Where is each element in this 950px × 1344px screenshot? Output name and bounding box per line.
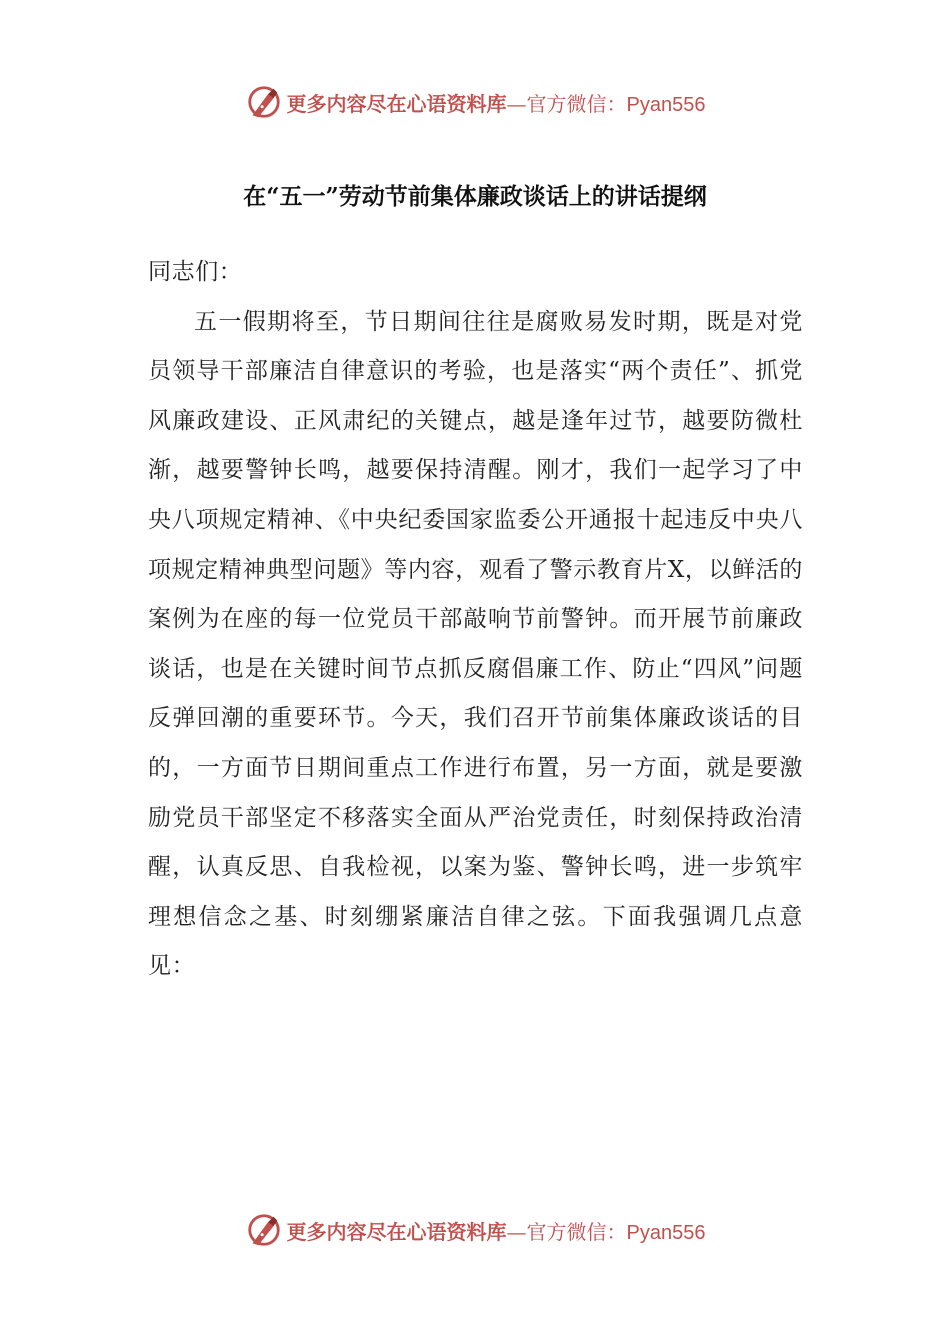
salutation: 同志们： bbox=[148, 259, 243, 285]
footer-banner bbox=[0, 1210, 950, 1250]
banner-account: Pyan556 bbox=[626, 1221, 706, 1244]
banner-account: Pyan556 bbox=[626, 93, 706, 116]
banner-account-label: 官方微信： bbox=[526, 91, 627, 116]
pen-nib-logo-icon bbox=[245, 1211, 283, 1249]
banner-account-label: 官方微信： bbox=[526, 1219, 627, 1244]
document-body bbox=[148, 248, 803, 992]
banner-separator: — bbox=[506, 91, 527, 116]
document-title: 在“五一”劳动节前集体廉政谈话上的讲话提纲 bbox=[243, 183, 707, 210]
banner-separator: — bbox=[506, 1219, 527, 1244]
body-paragraph: 五一假期将至，节日期间往往是腐败易发时期，既是对党员领导干部廉洁自律意识的考验，也是落实“两个责任”、抓党风廉政建设、正风肃纪的关键点，越是逢年过节，越要防微杜渐，越要警钟长鸣，越要保持清醒。刚才，我们一起学习了中央八项规定精神、《中央纪委国家监委公开通报十起违反中央八项规定精神典型问题》等内容，观看了警示教育片X，以鲜活的案例为在座的每一位党员干部敲响节前警钟。而开展节前廉政谈话，也是在关键时间节点抓反腐倡廉工作、防止“四风”问题反弹回潮的重要环节。今天，我们召开节前集体廉政谈话的目的，一方面节日期间重点工作进行布置，另一方面，就是要激励党员干部坚定不移落实全面从严治党责任，时刻保持政治清醒，认真反思、自我检视，以案为鉴、警钟长鸣，进一步筑牢理想信念之基、时刻绷紧廉洁自律之弦。下面我强调几点意见： bbox=[148, 308, 803, 980]
banner-text bbox=[287, 1216, 706, 1245]
banner-text bbox=[287, 88, 706, 117]
banner-prefix: 更多内容尽在心语资料库 bbox=[286, 91, 507, 116]
pen-nib-logo-icon bbox=[245, 83, 283, 121]
banner-prefix: 更多内容尽在心语资料库 bbox=[286, 1219, 507, 1244]
header-banner bbox=[0, 82, 950, 122]
